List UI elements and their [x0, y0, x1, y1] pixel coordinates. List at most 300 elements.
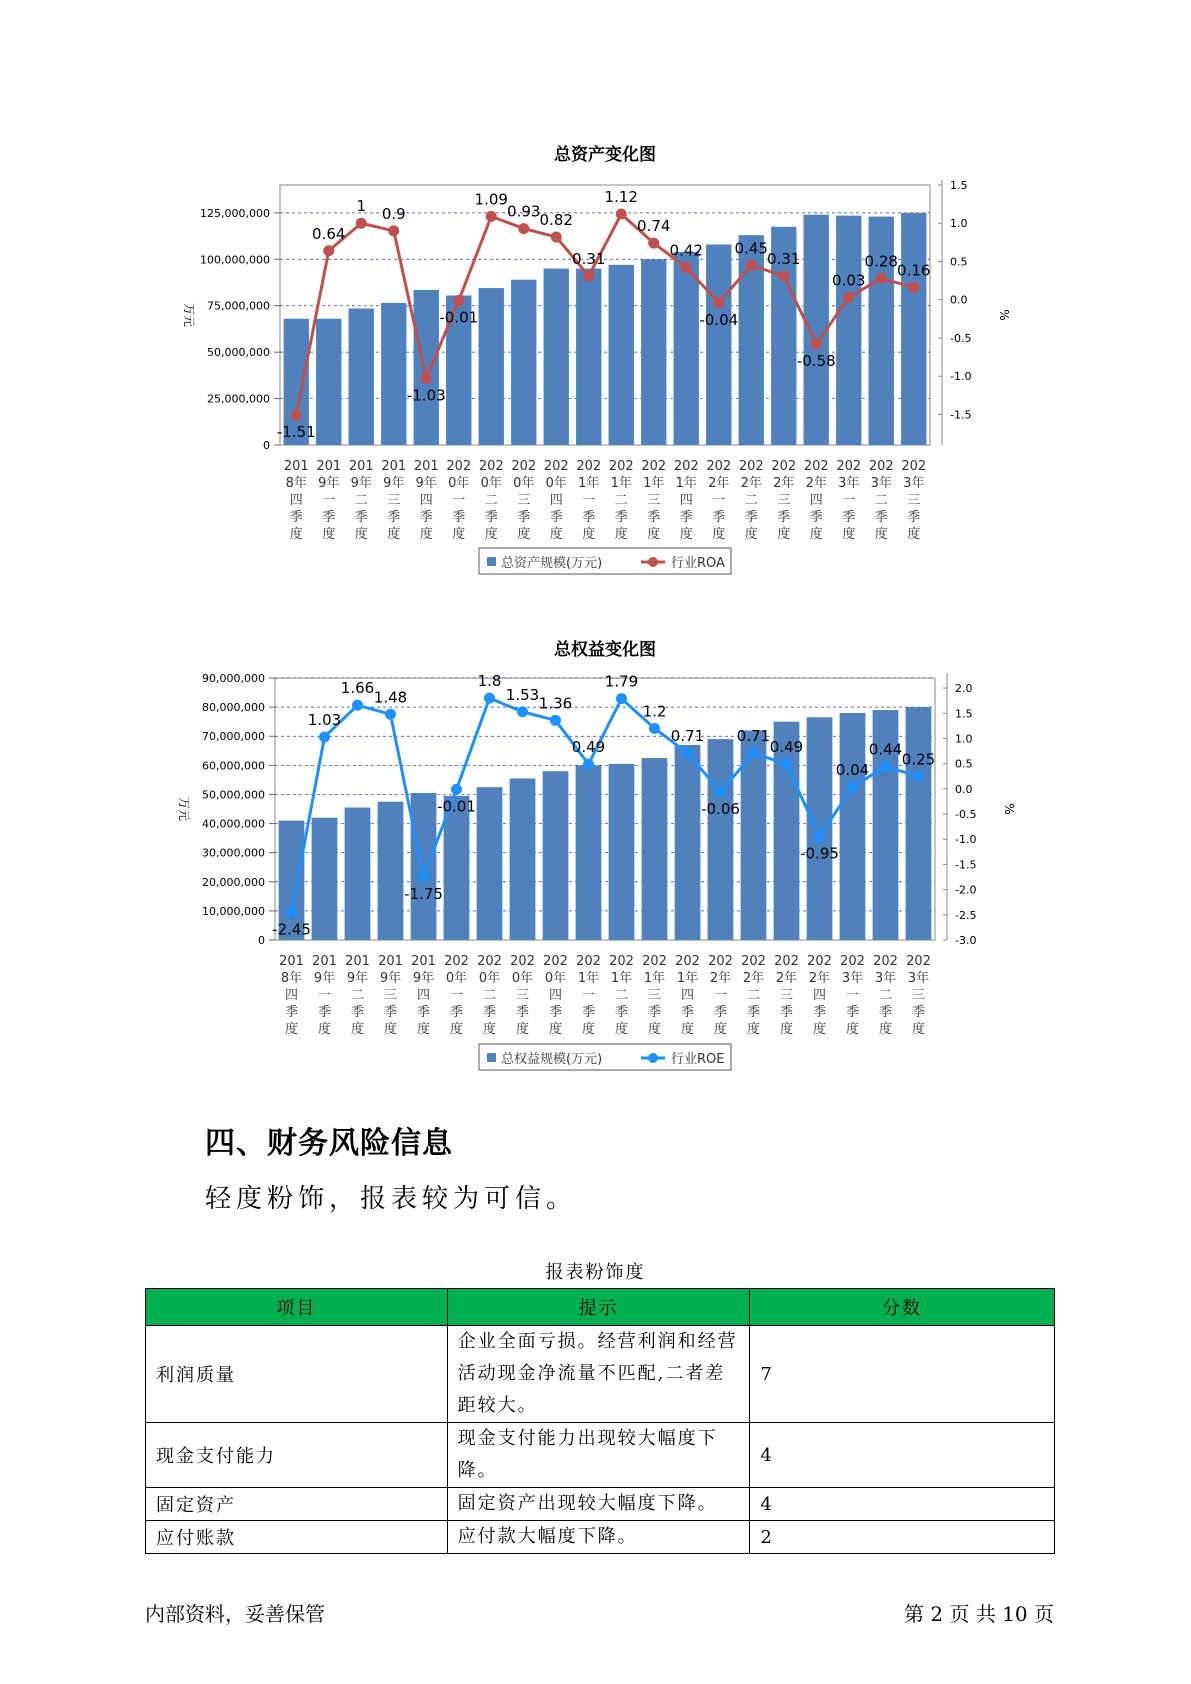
series-point [551, 232, 562, 243]
series-point [486, 211, 497, 222]
series-point [843, 292, 854, 303]
x-tick-label: 季 [350, 1005, 365, 1020]
x-tick-label: 季 [289, 510, 303, 525]
series-point [616, 209, 627, 220]
series-point [713, 297, 724, 308]
data-label: 0.16 [897, 261, 931, 280]
x-tick-label: 三 [779, 988, 794, 1003]
x-tick-label: 9年 [415, 476, 437, 491]
bar [840, 713, 866, 940]
y-tick-label: 10,000,000 [202, 904, 265, 918]
x-tick-label: 0年 [513, 476, 535, 491]
data-label: -1.03 [406, 386, 446, 405]
x-tick-label: 202 [868, 459, 894, 474]
x-tick-label: 1年 [643, 476, 665, 491]
x-tick-label: 1年 [578, 476, 600, 491]
series-point [681, 262, 692, 273]
x-tick-label: 201 [348, 459, 374, 474]
table-row [146, 1521, 1055, 1554]
x-tick-label: 三 [387, 493, 401, 508]
y-tick-label: 20,000,000 [202, 875, 265, 889]
x-tick-label: 202 [444, 954, 469, 969]
x-tick-label: 3年 [838, 476, 860, 491]
table-caption: 报表粉饰度 [545, 1262, 646, 1283]
x-tick-label: 四 [679, 493, 693, 508]
x-tick-label: 1年 [676, 971, 699, 986]
y-tick-label: 70,000,000 [202, 730, 265, 744]
x-tick-label: 季 [549, 510, 563, 525]
x-tick-label: 0年 [480, 476, 502, 491]
bar [708, 739, 734, 940]
x-tick-label: 3年 [870, 476, 892, 491]
x-tick-label: 季 [582, 510, 596, 525]
x-tick-label: 9年 [318, 476, 340, 491]
x-tick-label: 度 [874, 527, 888, 542]
bar [312, 818, 338, 940]
x-tick-label: 202 [803, 459, 829, 474]
y2-tick-label: -1.0 [955, 833, 977, 847]
total-equity-chart [0, 630, 1191, 1100]
plot-area [280, 185, 930, 445]
row-score: 2 [750, 1521, 1055, 1554]
x-tick-label: 3年 [903, 476, 925, 491]
chart-title: 总权益变化图 [554, 640, 656, 660]
data-label: 0.9 [381, 204, 406, 223]
x-tick-label: 度 [549, 527, 563, 542]
series-point [908, 282, 919, 293]
x-tick-label: 季 [713, 1005, 728, 1020]
data-label: 0.25 [901, 750, 936, 769]
x-tick-label: 度 [746, 1022, 761, 1037]
data-label: 0.64 [312, 224, 346, 243]
x-tick-label: 2年 [709, 971, 732, 986]
legend-swatch-point [648, 1053, 658, 1063]
series-point [319, 731, 330, 742]
x-tick-label: 度 [812, 1022, 827, 1037]
y-tick-label: 100,000,000 [200, 253, 270, 267]
x-tick-label: 季 [777, 510, 791, 525]
y2-tick-label: 1.5 [955, 707, 973, 721]
y2-tick-label: -3.0 [955, 934, 977, 947]
x-tick-label: 202 [511, 459, 537, 474]
row-item: 利润质量 [146, 1326, 448, 1423]
x-tick-label: 202 [576, 459, 602, 474]
series-point [418, 872, 429, 883]
data-label: 0.71 [670, 727, 705, 746]
x-tick-label: 201 [378, 954, 403, 969]
x-tick-label: 度 [449, 1022, 464, 1037]
x-tick-label: 二 [874, 493, 888, 508]
x-tick-label: 0年 [545, 476, 567, 491]
total-assets-chart [0, 130, 1191, 600]
x-tick-label: 度 [842, 527, 856, 542]
x-tick-label: 季 [515, 1005, 530, 1020]
data-label: 1.36 [538, 694, 573, 713]
x-tick-label: 202 [642, 954, 667, 969]
x-tick-label: 202 [609, 954, 634, 969]
x-tick-label: 度 [679, 527, 693, 542]
x-tick-label: 度 [713, 1022, 728, 1037]
series-point [880, 761, 891, 772]
x-tick-label: 1年 [577, 971, 600, 986]
table-row [146, 1423, 1055, 1488]
x-tick-label: 1年 [610, 971, 633, 986]
y2-tick-label: 0.5 [950, 255, 968, 269]
series-point [385, 709, 396, 720]
x-tick-label: 季 [744, 510, 758, 525]
data-label: 0.42 [669, 241, 703, 260]
y2-tick-label: 1.0 [955, 732, 973, 746]
x-tick-label: 0年 [478, 971, 501, 986]
y2-axis-label: % [997, 309, 1011, 321]
bar [609, 265, 634, 445]
x-tick-label: 一 [322, 493, 336, 508]
x-tick-label: 季 [484, 510, 498, 525]
x-tick-label: 四 [680, 988, 695, 1003]
x-tick-label: 度 [614, 527, 628, 542]
x-tick-label: 度 [317, 1022, 332, 1037]
y-tick-label: 50,000,000 [202, 788, 265, 802]
series-point [451, 784, 462, 795]
x-tick-label: 四 [809, 493, 823, 508]
x-tick-label: 一 [449, 988, 464, 1003]
x-tick-label: 度 [744, 527, 758, 542]
x-tick-label: 度 [712, 527, 726, 542]
x-tick-label: 季 [779, 1005, 794, 1020]
x-tick-label: 2年 [773, 476, 795, 491]
bar [349, 309, 374, 446]
x-tick-label: 9年 [350, 476, 372, 491]
x-tick-label: 202 [543, 954, 568, 969]
x-tick-label: 2年 [740, 476, 762, 491]
y2-tick-label: -2.5 [955, 908, 977, 922]
data-label: 1 [356, 197, 367, 216]
section-summary: 轻度粉饰，报表较为可信。 [205, 1184, 578, 1214]
x-tick-label: 季 [284, 1005, 299, 1020]
series-point [649, 723, 660, 734]
x-tick-label: 季 [812, 1005, 827, 1020]
data-label: 0.49 [769, 738, 804, 757]
x-tick-label: 一 [582, 493, 596, 508]
x-tick-label: 三 [647, 988, 662, 1003]
x-tick-label: 201 [316, 459, 342, 474]
series-point [583, 271, 594, 282]
x-tick-label: 1年 [675, 476, 697, 491]
x-tick-label: 三 [777, 493, 791, 508]
x-tick-label: 一 [713, 988, 728, 1003]
x-tick-label: 季 [482, 1005, 497, 1020]
header-score: 分数 [750, 1289, 1055, 1326]
x-tick-label: 202 [840, 954, 865, 969]
series-point [748, 748, 759, 759]
bar [641, 259, 666, 445]
series-point [352, 700, 363, 711]
y-tick-label: 50,000,000 [207, 346, 270, 360]
y-tick-label: 60,000,000 [202, 759, 265, 773]
data-label: -0.06 [701, 799, 740, 818]
x-tick-label: 季 [452, 510, 466, 525]
bar [706, 244, 731, 445]
x-tick-label: 季 [712, 510, 726, 525]
y-tick-label: 40,000,000 [202, 817, 265, 831]
series-point [876, 273, 887, 284]
data-label: 0.49 [571, 738, 606, 757]
x-tick-label: 度 [809, 527, 823, 542]
y2-tick-label: -0.5 [950, 331, 972, 345]
x-tick-label: 202 [477, 954, 502, 969]
footer-confidential: 内部资料，妥善保管 [145, 1602, 325, 1626]
legend-label-line: 行业ROE [671, 1052, 725, 1067]
x-tick-label: 二 [484, 493, 498, 508]
row-item: 现金支付能力 [146, 1423, 448, 1488]
x-tick-label: 201 [279, 954, 304, 969]
x-tick-label: 四 [289, 493, 303, 508]
data-label: -0.58 [796, 352, 836, 371]
y-tick-label: 25,000,000 [207, 392, 270, 406]
x-tick-label: 3年 [874, 971, 897, 986]
x-tick-label: 季 [416, 1005, 431, 1020]
legend-swatch-bar [487, 557, 496, 566]
data-label: -0.01 [437, 797, 476, 816]
series-point [811, 339, 822, 350]
x-tick-label: 度 [907, 527, 921, 542]
x-tick-label: 季 [517, 510, 531, 525]
x-tick-label: 二 [746, 988, 761, 1003]
data-label: 0.31 [767, 250, 801, 268]
x-tick-label: 季 [581, 1005, 596, 1020]
bar [477, 787, 503, 940]
y2-axis-label: % [1002, 803, 1016, 815]
y-tick-label: 0 [263, 439, 270, 452]
y2-tick-label: -2.0 [955, 883, 977, 897]
x-tick-label: 三 [647, 493, 661, 508]
x-tick-label: 度 [289, 527, 303, 542]
x-tick-label: 四 [548, 988, 563, 1003]
x-tick-label: 度 [878, 1022, 893, 1037]
x-tick-label: 四 [812, 988, 827, 1003]
x-tick-label: 季 [383, 1005, 398, 1020]
legend-swatch-bar [487, 1053, 496, 1062]
series-point [517, 706, 528, 717]
series-point [746, 260, 757, 271]
whitewash-table [145, 1288, 1055, 1554]
y2-tick-label: 2.0 [955, 682, 973, 696]
data-label: 0.82 [539, 211, 573, 229]
x-tick-label: 度 [548, 1022, 563, 1037]
x-tick-label: 9年 [412, 971, 435, 986]
data-label: 0.28 [864, 252, 898, 271]
x-tick-label: 季 [809, 510, 823, 525]
series-point [484, 693, 495, 704]
x-tick-label: 8年 [280, 971, 303, 986]
chart-svg [0, 130, 1191, 600]
series-point [286, 907, 297, 918]
series-point [648, 238, 659, 249]
bar [414, 290, 439, 445]
x-tick-label: 度 [680, 1022, 695, 1037]
data-label: 0.44 [868, 740, 903, 759]
x-tick-label: 202 [738, 459, 764, 474]
x-tick-label: 季 [614, 510, 628, 525]
x-tick-label: 度 [779, 1022, 794, 1037]
x-tick-label: 一 [712, 493, 726, 508]
x-tick-label: 201 [283, 459, 309, 474]
x-tick-label: 202 [741, 954, 766, 969]
x-tick-label: 2年 [805, 476, 827, 491]
x-tick-label: 一 [452, 493, 466, 508]
x-tick-label: 二 [482, 988, 497, 1003]
bar [411, 793, 437, 940]
y2-tick-label: -0.5 [955, 808, 977, 822]
x-tick-label: 202 [608, 459, 634, 474]
x-tick-label: 季 [548, 1005, 563, 1020]
x-tick-label: 季 [878, 1005, 893, 1020]
x-tick-label: 201 [345, 954, 370, 969]
bar [576, 765, 602, 940]
x-tick-label: 季 [746, 1005, 761, 1020]
row-hint: 企业全面亏损。经营利润和经营活动现金净流量不匹配,二者差距较大。 [447, 1326, 750, 1423]
series-point [682, 748, 693, 759]
x-tick-label: 三 [517, 493, 531, 508]
x-tick-label: 四 [284, 988, 299, 1003]
series-point [421, 373, 432, 384]
data-label: 0.04 [835, 760, 870, 779]
bar [316, 319, 341, 445]
y-tick-label: 75,000,000 [207, 299, 270, 313]
bar [609, 764, 635, 940]
y-tick-label: 90,000,000 [202, 672, 265, 685]
series-point [356, 218, 367, 229]
table-header-row [146, 1289, 1055, 1326]
x-tick-label: 202 [510, 954, 535, 969]
y2-tick-label: 0.0 [950, 293, 968, 307]
x-tick-label: 度 [383, 1022, 398, 1037]
bar [510, 778, 536, 940]
x-tick-label: 度 [387, 527, 401, 542]
data-label: -0.95 [800, 844, 839, 863]
x-tick-label: 季 [317, 1005, 332, 1020]
header-hint: 提示 [447, 1289, 750, 1326]
x-tick-label: 9年 [383, 476, 405, 491]
x-tick-label: 三 [383, 988, 398, 1003]
row-hint: 现金支付能力出现较大幅度下降。 [447, 1423, 750, 1488]
series-point [616, 693, 627, 704]
x-tick-label: 一 [581, 988, 596, 1003]
x-tick-label: 201 [411, 954, 436, 969]
x-tick-label: 202 [641, 459, 667, 474]
chart-title: 总资产变化图 [554, 145, 656, 165]
x-tick-label: 二 [350, 988, 365, 1003]
data-label: -2.45 [272, 920, 311, 939]
row-item: 固定资产 [146, 1488, 448, 1521]
y-axis-label: 万元 [182, 302, 196, 328]
x-tick-label: 201 [312, 954, 337, 969]
x-tick-label: 度 [647, 527, 661, 542]
x-tick-label: 201 [381, 459, 407, 474]
data-label: 1.79 [604, 672, 639, 691]
series-point [814, 831, 825, 842]
x-tick-label: 1年 [610, 476, 632, 491]
x-tick-label: 一 [317, 988, 332, 1003]
data-label: 1.66 [340, 679, 375, 698]
series-point [583, 759, 594, 770]
series-point [388, 225, 399, 236]
x-tick-label: 2年 [708, 476, 730, 491]
section-heading: 四、财务风险信息 [205, 1126, 453, 1161]
x-tick-label: 202 [478, 459, 504, 474]
x-tick-label: 0年 [445, 971, 468, 986]
x-tick-label: 季 [911, 1005, 926, 1020]
x-tick-label: 202 [807, 954, 832, 969]
bar [543, 771, 569, 940]
chart-svg [0, 630, 1191, 1100]
x-tick-label: 度 [911, 1022, 926, 1037]
bar [381, 303, 406, 445]
y2-tick-label: 0.5 [955, 757, 973, 771]
x-tick-label: 季 [680, 1005, 695, 1020]
series-point [323, 245, 334, 256]
x-tick-label: 度 [777, 527, 791, 542]
legend-swatch-point [648, 557, 658, 567]
y2-tick-label: -1.5 [950, 408, 972, 422]
bar [511, 280, 536, 445]
x-tick-label: 四 [416, 988, 431, 1003]
x-tick-label: 度 [581, 1022, 596, 1037]
series-point [715, 786, 726, 797]
data-label: -1.51 [276, 423, 316, 442]
x-tick-label: 四 [419, 493, 433, 508]
bar [378, 802, 404, 940]
y2-tick-label: 0.0 [955, 782, 973, 796]
x-tick-label: 二 [614, 988, 629, 1003]
series-point [913, 771, 924, 782]
bar [479, 288, 504, 445]
bar [642, 758, 668, 940]
x-tick-label: 度 [354, 527, 368, 542]
bar [901, 213, 926, 445]
x-tick-label: 季 [647, 1005, 662, 1020]
x-tick-label: 202 [771, 459, 797, 474]
x-tick-label: 度 [515, 1022, 530, 1037]
data-label: 1.12 [604, 188, 638, 207]
y-tick-label: 30,000,000 [202, 846, 265, 860]
bar [869, 217, 894, 445]
x-tick-label: 季 [387, 510, 401, 525]
data-label: 1.8 [477, 672, 502, 691]
x-tick-label: 二 [744, 493, 758, 508]
series-point [778, 271, 789, 282]
bar [836, 216, 861, 445]
x-tick-label: 度 [350, 1022, 365, 1037]
x-tick-label: 三 [907, 493, 921, 508]
data-label: 1.2 [642, 702, 667, 721]
x-tick-label: 1年 [643, 971, 666, 986]
x-tick-label: 季 [874, 510, 888, 525]
x-tick-label: 二 [354, 493, 368, 508]
x-tick-label: 季 [322, 510, 336, 525]
x-tick-label: 201 [413, 459, 439, 474]
x-tick-label: 202 [906, 954, 931, 969]
x-tick-label: 二 [878, 988, 893, 1003]
x-tick-label: 度 [614, 1022, 629, 1037]
y-tick-label: 80,000,000 [202, 701, 265, 715]
x-tick-label: 0年 [511, 971, 534, 986]
bar [576, 269, 601, 445]
bar [807, 717, 833, 940]
data-label: 0.93 [507, 202, 541, 221]
data-label: 0.71 [736, 727, 771, 746]
x-tick-label: 度 [284, 1022, 299, 1037]
